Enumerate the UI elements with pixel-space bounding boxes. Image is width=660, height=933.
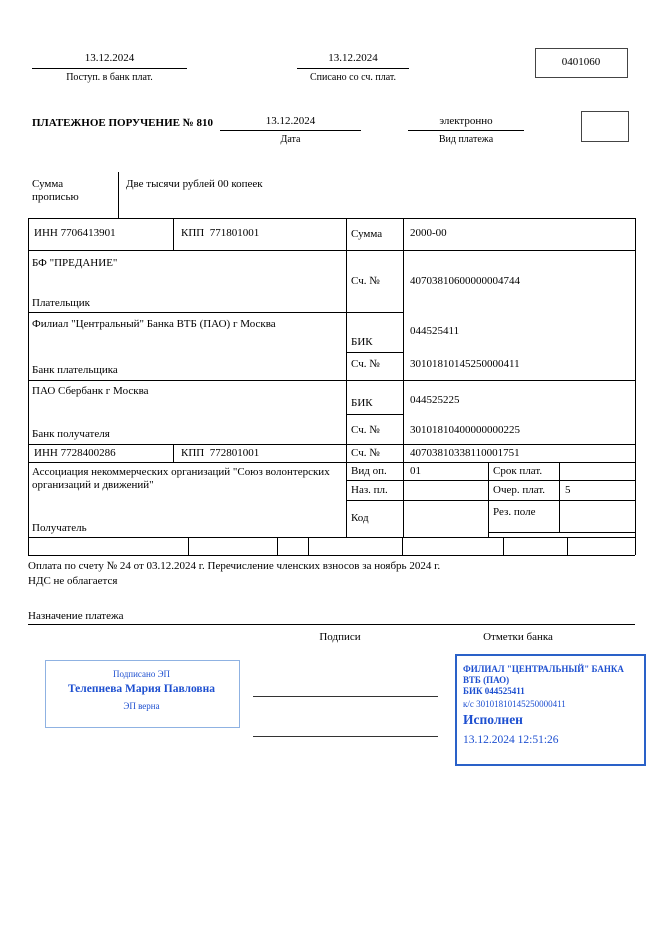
tax-row-divider: [277, 537, 278, 555]
table-line: [346, 480, 635, 481]
payer-bank-bik: 044525411: [410, 325, 460, 337]
bank-stamp-corr-account: к/с 30101810145250000411: [463, 699, 566, 709]
purpose-line2: НДС не облагается: [28, 575, 118, 587]
purpose-label: Назначение платежа: [28, 610, 124, 622]
tax-row-divider: [402, 537, 403, 555]
payee-account: 40703810338110001751: [410, 447, 520, 459]
bank-stamp-status: Исполнен: [463, 712, 523, 727]
amount-words-divider: [118, 172, 119, 218]
priority-label: Очер. плат.: [493, 484, 546, 496]
table-line: [346, 414, 403, 415]
payer-label: Плательщик: [32, 297, 90, 309]
payer-name: БФ "ПРЕДАНИЕ": [32, 257, 118, 269]
table-border-right: [635, 218, 636, 555]
signature-stamp-signed: Подписано ЭП: [112, 669, 171, 679]
payee-bank-label: Банк получателя: [32, 428, 110, 440]
received-date-line: [32, 68, 187, 69]
order-date-line: [220, 130, 361, 131]
bank-stamp-datetime: 13.12.2024 12:51:26: [463, 734, 559, 746]
payee-account-label: Сч. №: [351, 447, 380, 459]
payer-account-label: Сч. №: [351, 275, 380, 287]
signatures-header: Подписи: [319, 631, 361, 643]
table-divider: [559, 462, 560, 532]
payment-kind-line: [408, 130, 524, 131]
amount-label: Сумма: [351, 228, 383, 240]
debited-date-line: [297, 68, 409, 69]
table-divider: [173, 444, 174, 462]
tax-row-divider: [308, 537, 309, 555]
payment-kind: электронно: [439, 115, 493, 127]
debited-date: 13.12.2024: [328, 52, 378, 64]
payer-kpp: КПП 771801001: [181, 227, 260, 239]
form-code: 0401060: [561, 56, 601, 68]
table-line: [28, 250, 635, 251]
payment-kind-label: Вид платежа: [438, 134, 494, 145]
payee-bank-name: ПАО Сбербанк г Москва: [32, 385, 149, 397]
signature-stamp-valid: ЭП верна: [123, 701, 160, 711]
code-label: Код: [351, 512, 369, 524]
received-label: Поступ. в банк плат.: [66, 72, 153, 83]
payer-account: 40703810600000004744: [410, 275, 520, 287]
signature-stamp-name: Телепнева Мария Павловна: [67, 683, 216, 695]
debited-label: Списано со сч. плат.: [309, 72, 397, 83]
table-line: [28, 555, 635, 556]
table-line: [346, 352, 403, 353]
table-divider: [488, 462, 489, 537]
received-date: 13.12.2024: [84, 52, 135, 64]
payer-inn: ИНН 7706413901: [34, 227, 116, 239]
table-line: [28, 380, 635, 381]
purpose-line1: Оплата по счету № 24 от 03.12.2024 г. Перечисление членских взносов за ноябрь 2024 г.: [28, 560, 441, 572]
tax-row-divider: [567, 537, 568, 555]
payer-bank-label: Банк плательщика: [32, 364, 118, 376]
table-divider: [403, 218, 404, 537]
table-divider: [173, 218, 174, 250]
signature-line-1: [253, 696, 438, 697]
table-line: [28, 218, 635, 219]
payment-order-title: ПЛАТЕЖНОЕ ПОРУЧЕНИЕ № 810: [32, 117, 214, 129]
op-kind-value: 01: [410, 465, 421, 477]
table-line: [488, 532, 635, 533]
status-box: [581, 111, 629, 142]
payee-bank-account: 30101810400000000225: [410, 424, 520, 436]
amount-words-label: Сумма прописью: [32, 178, 79, 203]
priority-value: 5: [565, 484, 571, 496]
payee-bank-account-label: Сч. №: [351, 424, 380, 436]
due-date-label: Срок плат.: [493, 465, 543, 477]
table-line: [346, 500, 635, 501]
op-kind-label: Вид оп.: [351, 465, 387, 477]
payee-inn: ИНН 7728400286: [34, 447, 116, 459]
payee-kpp: КПП 772801001: [181, 447, 260, 459]
payer-bank-account: 30101810145250000411: [410, 358, 520, 370]
payee-bank-bik-label: БИК: [351, 397, 373, 409]
order-date-label: Дата: [280, 134, 301, 145]
table-line: [28, 444, 635, 445]
bank-stamp-branch-1: ФИЛИАЛ "ЦЕНТРАЛЬНЫЙ" БАНКА: [463, 664, 624, 674]
payee-name: Ассоциация некоммерческих организаций "Союз волонтерских организаций и движений": [32, 466, 330, 491]
reserve-field-label: Рез. поле: [493, 506, 536, 518]
bank-stamp-bik: БИК 044525411: [463, 686, 525, 696]
tax-row-divider: [188, 537, 189, 555]
payer-bank-account-label: Сч. №: [351, 358, 380, 370]
order-date: 13.12.2024: [265, 115, 316, 127]
purpose-code-label: Наз. пл.: [351, 484, 388, 496]
amount-words: Две тысячи рублей 00 копеек: [126, 178, 263, 190]
payee-bank-bik: 044525225: [410, 394, 460, 406]
bank-marks-header: Отметки банка: [483, 631, 553, 643]
table-line: [28, 462, 635, 463]
table-line: [28, 537, 635, 538]
amount-value: 2000-00: [410, 227, 447, 239]
tax-row-divider: [503, 537, 504, 555]
payer-bank-bik-label: БИК: [351, 336, 373, 348]
signature-line-2: [253, 736, 438, 737]
table-divider: [346, 218, 347, 537]
purpose-underline: [28, 624, 635, 625]
bank-stamp-branch-2: ВТБ (ПАО): [463, 675, 510, 685]
payer-bank-name: Филиал "Центральный" Банка ВТБ (ПАО) г Москва: [32, 318, 276, 330]
payee-label: Получатель: [32, 522, 87, 534]
table-border-left: [28, 218, 29, 555]
